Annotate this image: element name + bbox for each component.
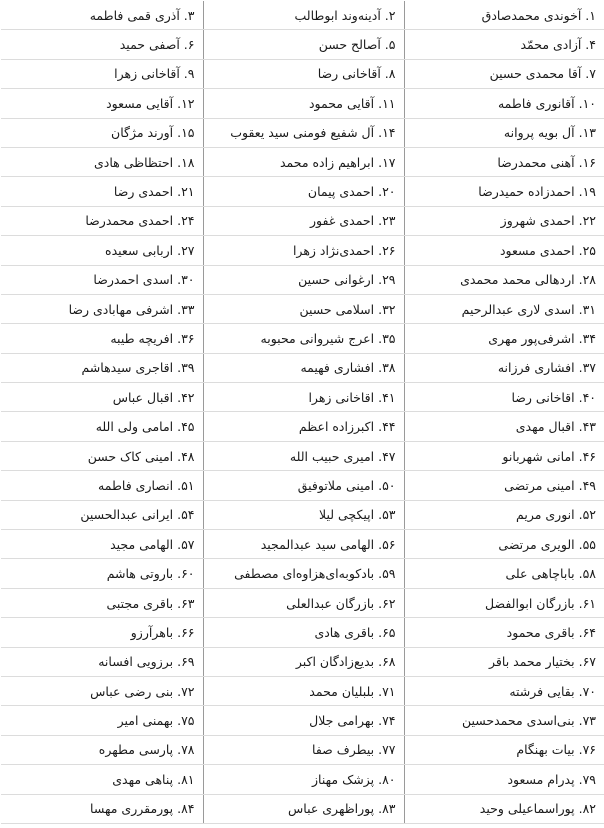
name-entry: ۲۹. ارغوانی حسین — [203, 265, 404, 294]
name-entry: ۷۳. بنی‌اسدی محمدحسین — [404, 706, 604, 735]
name-entry: ۸۲. پوراسماعیلی وحید — [404, 794, 604, 823]
name-entry: ۶۱. بازرگان ابوالفضل — [404, 588, 604, 617]
name-entry: ۴۹. امینی مرتضی — [404, 471, 604, 500]
name-entry: ۸. آقاخانی رضا — [203, 59, 404, 88]
name-entry: ۱۴. آل شفیع فومنی سید یعقوب — [203, 118, 404, 147]
name-entry: ۲۷. اربابی سعیده — [1, 236, 203, 265]
name-entry: ۳۱. اسدی لاری عبدالرحیم — [404, 294, 604, 323]
table-row — [1, 383, 604, 412]
name-entry: ۵۱. انصاری فاطمه — [1, 471, 203, 500]
name-entry: ۴۲. اقبال عباس — [1, 383, 203, 412]
name-entry: ۱۱. آقایی محمود — [203, 89, 404, 118]
table-row — [1, 500, 604, 529]
name-entry: ۶۵. باقری هادی — [203, 618, 404, 647]
table-row — [1, 59, 604, 88]
name-entry: ۵۲. انوری مریم — [404, 500, 604, 529]
name-entry: ۴۶. امانی شهربانو — [404, 441, 604, 470]
name-entry: ۲۳. احمدی غفور — [203, 206, 404, 235]
name-entry: ۲۸. اردهالی محمد محمدی — [404, 265, 604, 294]
name-entry: ۳. آذری قمی فاطمه — [1, 1, 203, 30]
name-entry: ۶۷. بختیار محمد باقر — [404, 647, 604, 676]
name-entry: ۷۴. بهرامی جلال — [203, 706, 404, 735]
name-entry: ۶۴. باقری محمود — [404, 618, 604, 647]
name-entry: ۲۴. احمدی محمدرضا — [1, 206, 203, 235]
name-entry: ۲۱. احمدی رضا — [1, 177, 203, 206]
name-list-table — [1, 1, 604, 824]
name-entry: ۲۶. احمدی‌نژاد زهرا — [203, 236, 404, 265]
name-entry: ۱۵. آورند مژگان — [1, 118, 203, 147]
name-entry: ۵۹. بادکوبه‌ای‌هزاوه‌ای مصطفی — [203, 559, 404, 588]
name-entry: ۳۴. اشرفی‌پور مهری — [404, 324, 604, 353]
name-entry: ۱۰. آقانوری فاطمه — [404, 89, 604, 118]
table-row — [1, 294, 604, 323]
name-entry: ۴۰. اقاخانی رضا — [404, 383, 604, 412]
table-row — [1, 206, 604, 235]
name-entry: ۴۴. اکبرزاده اعظم — [203, 412, 404, 441]
name-entry: ۷۸. پارسی مطهره — [1, 735, 203, 764]
name-entry: ۸۰. پزشک مهناز — [203, 765, 404, 794]
name-entry: ۴۵. امامی ولی الله — [1, 412, 203, 441]
table-row — [1, 794, 604, 823]
name-entry: ۱. آخوندی محمدصادق — [404, 1, 604, 30]
table-row — [1, 177, 604, 206]
table-row — [1, 412, 604, 441]
name-entry: ۳۲. اسلامی حسین — [203, 294, 404, 323]
table-row — [1, 588, 604, 617]
table-row — [1, 765, 604, 794]
name-entry: ۲۵. احمدی مسعود — [404, 236, 604, 265]
table-row — [1, 324, 604, 353]
table-row — [1, 30, 604, 59]
name-entry: ۷۲. بنی رضی عباس — [1, 676, 203, 705]
table-row — [1, 1, 604, 30]
name-entry: ۶۹. برزویی افسانه — [1, 647, 203, 676]
name-entry: ۵۵. الویری مرتضی — [404, 530, 604, 559]
name-entry: ۷۱. بلبلیان محمد — [203, 676, 404, 705]
name-entry: ۳۸. افشاری فهیمه — [203, 353, 404, 382]
name-entry: ۵۰. امینی ملاتوفیق — [203, 471, 404, 500]
table-row — [1, 706, 604, 735]
name-entry: ۳۳. اشرفی مهابادی رضا — [1, 294, 203, 323]
name-entry: ۴. آزادی محمّد — [404, 30, 604, 59]
name-entry: ۱۳. آل بویه پروانه — [404, 118, 604, 147]
name-entry: ۶۰. باروتی هاشم — [1, 559, 203, 588]
table-row — [1, 353, 604, 382]
name-entry: ۴۳. اقبال مهدی — [404, 412, 604, 441]
name-entry: ۱۹. احمدزاده حمیدرضا — [404, 177, 604, 206]
name-entry: ۱۷. ابراهیم زاده محمد — [203, 147, 404, 176]
name-entry: ۶. آصفی حمید — [1, 30, 203, 59]
name-entry: ۱۸. احتظاظی هادی — [1, 147, 203, 176]
name-entry: ۴۸. امینی کاک حسن — [1, 441, 203, 470]
name-list-body — [1, 1, 604, 823]
table-row — [1, 147, 604, 176]
name-entry: ۵. آصالح حسن — [203, 30, 404, 59]
name-entry: ۷۵. بهمنی امیر — [1, 706, 203, 735]
table-row — [1, 676, 604, 705]
name-entry: ۷۶. بیات بهنگام — [404, 735, 604, 764]
table-row — [1, 265, 604, 294]
name-entry: ۷. آقا محمدی حسین — [404, 59, 604, 88]
name-entry: ۸۳. پوراظهری عباس — [203, 794, 404, 823]
name-entry: ۶۲. بازرگان عبدالعلی — [203, 588, 404, 617]
table-row — [1, 441, 604, 470]
name-entry: ۵۷. الهامی مجید — [1, 530, 203, 559]
name-entry: ۲۰. احمدی پیمان — [203, 177, 404, 206]
name-entry: ۷۷. بیطرف صفا — [203, 735, 404, 764]
name-entry: ۲. آدینه‌وند ابوطالب — [203, 1, 404, 30]
name-entry: ۶۶. باهرآرزو — [1, 618, 203, 647]
table-row — [1, 118, 604, 147]
name-entry: ۱۲. آقایی مسعود — [1, 89, 203, 118]
name-entry: ۵۴. ایرانی عبدالحسین — [1, 500, 203, 529]
name-entry: ۶۳. باقری مجتبی — [1, 588, 203, 617]
table-row — [1, 647, 604, 676]
name-entry: ۲۲. احمدی شهروز — [404, 206, 604, 235]
name-entry: ۴۱. اقاخانی زهرا — [203, 383, 404, 412]
name-entry: ۳۰. اسدی احمدرضا — [1, 265, 203, 294]
table-row — [1, 89, 604, 118]
name-entry: ۵۳. اپیکچی لیلا — [203, 500, 404, 529]
table-row — [1, 559, 604, 588]
name-entry: ۳۹. اقاجری سیدهاشم — [1, 353, 203, 382]
name-entry: ۵۸. باباچاهی علی — [404, 559, 604, 588]
name-entry: ۸۴. پورمقرری مهسا — [1, 794, 203, 823]
name-entry: ۳۶. افریچه طیبه — [1, 324, 203, 353]
table-row — [1, 236, 604, 265]
table-row — [1, 618, 604, 647]
name-entry: ۵۶. الهامی سید عبدالمجید — [203, 530, 404, 559]
name-entry: ۱۶. آهنی محمدرضا — [404, 147, 604, 176]
name-entry: ۳۷. افشاری فرزانه — [404, 353, 604, 382]
name-entry: ۴۷. امیری حبیب الله — [203, 441, 404, 470]
name-entry: ۷۰. بقایی فرشته — [404, 676, 604, 705]
table-row — [1, 735, 604, 764]
table-row — [1, 530, 604, 559]
name-entry: ۳۵. اعرج شیروانی محبوبه — [203, 324, 404, 353]
name-entry: ۹. آقاخانی زهرا — [1, 59, 203, 88]
name-entry: ۷۹. پدرام مسعود — [404, 765, 604, 794]
name-entry: ۶۸. بدیع‌زادگان اکبر — [203, 647, 404, 676]
name-entry: ۸۱. پناهی مهدی — [1, 765, 203, 794]
table-row — [1, 471, 604, 500]
